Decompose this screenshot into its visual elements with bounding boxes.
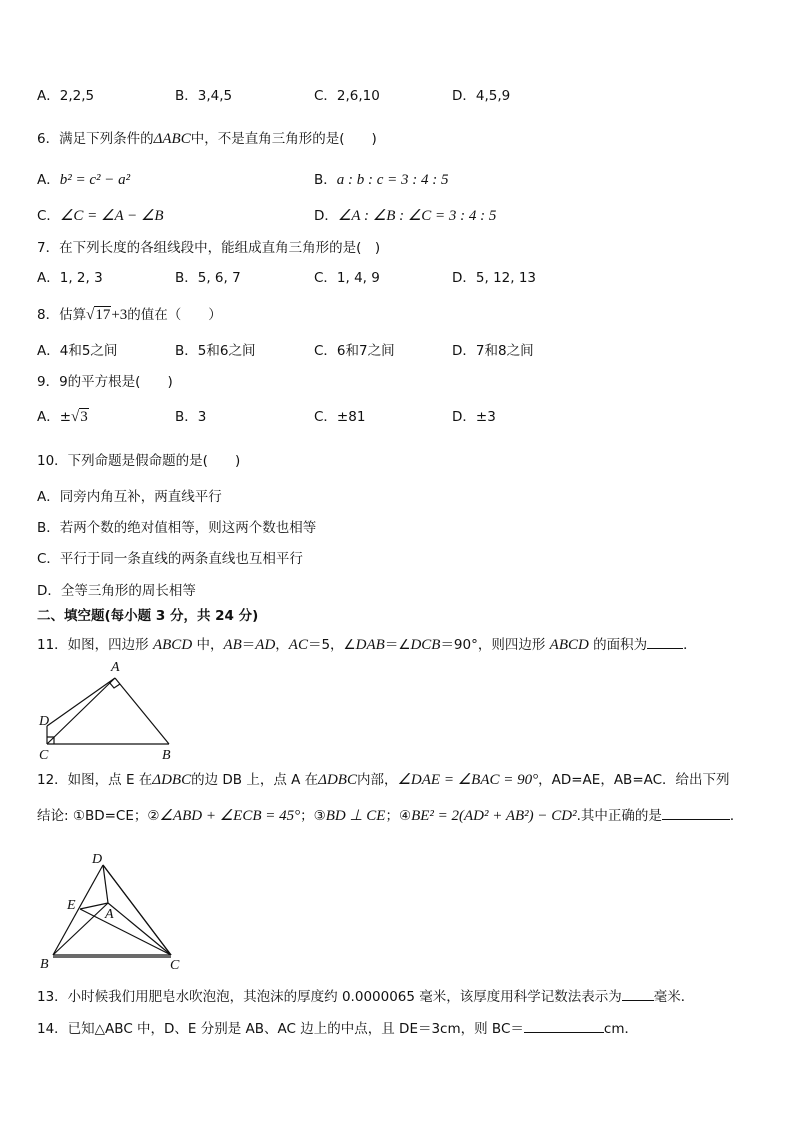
q13-answer-blank[interactable]: [622, 986, 654, 1001]
q11-segment-ab: [115, 678, 169, 744]
q11-label-c: C: [39, 748, 49, 763]
q11-label-d: D: [39, 714, 50, 729]
q11-label-a: A: [111, 660, 120, 675]
q7-option-a: A．1, 2, 3: [37, 270, 103, 286]
q8-option-b: B．5和6之间: [175, 343, 256, 359]
q5-option-a: A．2,2,5: [37, 88, 95, 104]
q11-eq3: ＝∠: [384, 637, 411, 653]
q11-segment-ac: [47, 678, 115, 744]
q9-option-c: C．±81: [314, 409, 366, 425]
q5-option-b: B．3,4,5: [175, 88, 233, 104]
q6-d-label: D．: [314, 208, 338, 224]
q12-line1-post: ，AD=AE，AB=AC．给出下列: [538, 772, 730, 788]
q11-answer-blank[interactable]: [647, 634, 683, 649]
q10-option-d: D．全等三角形的周长相等: [37, 583, 196, 599]
q6-b-expr: a : b : c = 3 : 4 : 5: [336, 172, 449, 188]
q8-option-c: C．6和7之间: [314, 343, 395, 359]
q12-angle-eq: ∠DAE = ∠BAC = 90°: [397, 772, 539, 788]
q11-label-b: B: [162, 748, 171, 763]
q11-post: 的面积为: [588, 637, 648, 653]
q12-tri1: ΔDBC: [152, 772, 192, 788]
q12-segment-db: [53, 865, 103, 955]
q12-line2-pre: 结论: ①BD=CE；②: [37, 808, 160, 824]
q11-stem: [37, 634, 697, 655]
q9-option-d: D．±3: [452, 409, 496, 425]
q11-stem-pre: 11．如图，四边形: [37, 637, 153, 653]
q11-figure: [36, 656, 181, 764]
q12-expr4: BE² = 2(AD² + AB²) − CD²: [411, 808, 577, 824]
q11-eq2: ＝5，∠: [307, 637, 356, 653]
q11-cond1: AB: [223, 637, 242, 653]
q6-option-a: [37, 170, 130, 190]
q11-mid2: ，: [275, 637, 289, 653]
q9-stem: 9．9的平方根是( ): [37, 374, 173, 390]
q6-option-b: [314, 170, 449, 190]
q9-a-sqrt: 3: [80, 409, 88, 425]
q11-cond3: AC: [288, 637, 308, 653]
section-heading: 二、填空题(每小题 3 分，共 24 分): [37, 608, 259, 624]
q11-eq4: ＝90°，则四边形: [440, 637, 550, 653]
q6-stem-post: 中，不是直角三角形的是( ): [190, 131, 377, 147]
q8-stem: 8．估算√17+3的值在（ ）: [37, 307, 222, 323]
q10-option-c: C．平行于同一条直线的两条直线也互相平行: [37, 551, 303, 567]
q6-c-expr: ∠C = ∠A − ∠B: [59, 208, 164, 224]
q8-sqrt-arg: 17: [95, 307, 111, 323]
q6-stem-pre: 6．满足下列条件的: [37, 131, 154, 147]
q5-option-c: C．2,6,10: [314, 88, 380, 104]
q9-a-label: A．±: [37, 409, 72, 425]
q12-line1-mid2: 内部，: [356, 772, 398, 788]
q6-a-expr: b² = c² − a²: [59, 172, 131, 188]
q12-label-a: A: [105, 907, 114, 922]
q12-label-c: C: [170, 958, 180, 973]
q12-tri2: ΔDBC: [318, 772, 357, 788]
q12-line2: [37, 805, 743, 826]
q9-option-b: B．3: [175, 409, 207, 425]
q10-stem: 10．下列命题是假命题的是( ): [37, 453, 241, 469]
q12-label-e: E: [67, 898, 76, 913]
q12-line1-pre: 12．如图，点 E 在: [37, 772, 153, 788]
q12-expr2: ∠ABD + ∠ECB = 45°: [159, 808, 301, 824]
q12-end: ．: [729, 808, 744, 824]
q12-sep3: ；③: [300, 808, 326, 824]
q13-stem-text: 13．小时候我们用肥皂水吹泡泡，其泡沫的厚度约 0.0000065 毫米，该厚度用科学记数法表示为: [37, 989, 622, 1005]
q12-segment-ea: [80, 903, 108, 909]
q11-quad2: ABCD: [549, 637, 589, 653]
q12-line1-mid: 的边 DB 上，点 A 在: [191, 772, 319, 788]
q13-post: 毫米．: [653, 989, 695, 1005]
q6-d-expr: ∠A : ∠B : ∠C = 3 : 4 : 5: [337, 208, 497, 224]
q10-option-b: B．若两个数的绝对值相等，则这两个数也相等: [37, 520, 317, 536]
q12-answer-blank[interactable]: [662, 805, 730, 820]
q12-label-b: B: [40, 957, 49, 972]
q13-stem: [37, 986, 694, 1007]
q7-option-b: B．5, 6, 7: [175, 270, 241, 286]
q11-cond5: DCB: [410, 637, 441, 653]
q9-option-a: A．±√3: [37, 409, 88, 425]
q8-option-d: D．7和8之间: [452, 343, 534, 359]
q12-sep4: ；④: [385, 808, 412, 824]
q6-option-c: [37, 206, 164, 226]
q12-figure: [36, 848, 186, 973]
q12-label-d: D: [92, 852, 103, 867]
q8-plus: +3: [111, 307, 128, 323]
q6-b-label: B．: [314, 172, 337, 188]
q14-post: cm．: [603, 1021, 638, 1037]
q6-c-label: C．: [37, 208, 60, 224]
q8-stem-post: 的值在（ ）: [127, 307, 222, 323]
q12-expr3: BD ⊥ CE: [325, 808, 386, 824]
q12-segment-ac: [108, 903, 171, 955]
q12-line1: [37, 770, 730, 790]
q7-option-c: C．1, 4, 9: [314, 270, 380, 286]
q11-mid1: 中，: [192, 637, 224, 653]
q14-stem-text: 14．已知△ABC 中，D、E 分别是 AB、AC 边上的中点，且 DE＝3cm，则 BC＝: [37, 1021, 524, 1037]
q14-answer-blank[interactable]: [524, 1018, 604, 1033]
q14-stem: [37, 1018, 638, 1039]
q12-segment-ba: [53, 903, 108, 955]
q11-cond4: DAB: [355, 637, 385, 653]
q6-a-label: A．: [37, 172, 60, 188]
q11-segment-da: [47, 678, 115, 726]
q8-option-a: A．4和5之间: [37, 343, 118, 359]
q7-stem: 7．在下列长度的各组线段中，能组成直角三角形的是( ): [37, 240, 381, 256]
q6-option-d: [314, 206, 496, 226]
q8-stem-pre: 8．估算: [37, 307, 87, 323]
q11-quad: ABCD: [152, 637, 193, 653]
q12-line2-post: .其中正确的是: [576, 808, 662, 824]
q11-eq1: ＝: [241, 637, 256, 653]
q10-option-a: A．同旁内角互补，两直线平行: [37, 489, 222, 505]
q11-end: ．: [683, 637, 697, 653]
q7-option-d: D．5, 12, 13: [452, 270, 537, 286]
q6-stem: [37, 129, 377, 149]
q5-option-d: D．4,5,9: [452, 88, 511, 104]
q6-triangle: ΔABC: [153, 131, 191, 147]
q11-cond2: AD: [255, 637, 276, 653]
